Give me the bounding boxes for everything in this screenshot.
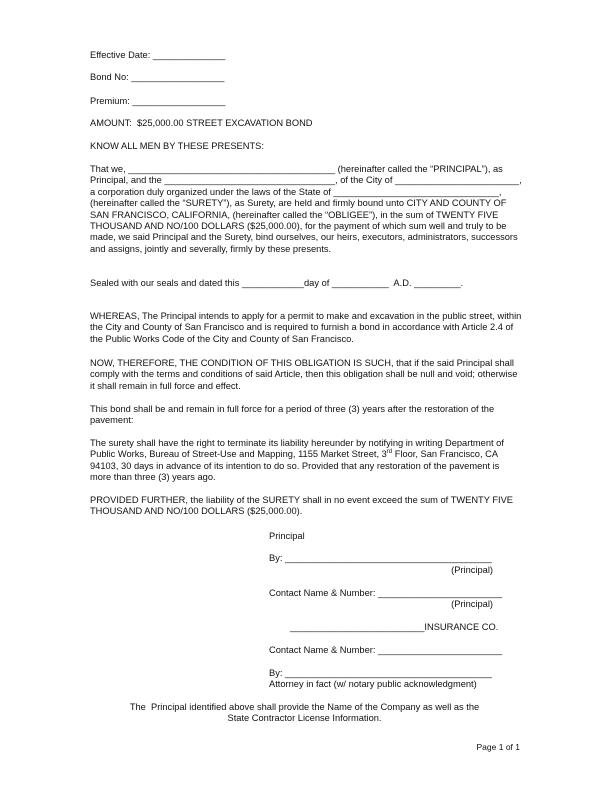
footer-note-line-2: State Contractor License Information. (227, 713, 382, 723)
termination-text-1: The surety shall have the right to terminate its liability hereunder by notifying in writing Department of Public Works, Bureau of Street-Use and Mapping, 1155 Market Street, 3 (90, 438, 504, 460)
duration-paragraph: This bond shall be and remain in full force for a period of three (3) years after the restoration of the pavement: (90, 404, 495, 426)
amount-heading: AMOUNT: $25,000.00 STREET EXCAVATION BOND (90, 118, 313, 128)
principal-contact-line: Contact Name & Number: ________________________ (269, 588, 503, 598)
surety-contact-line: Contact Name & Number: ________________________ (269, 645, 503, 655)
know-all-heading: KNOW ALL MEN BY THESE PRESENTS: (90, 141, 264, 151)
page-number: Page 1 of 1 (476, 742, 520, 752)
whereas-paragraph: WHEREAS, The Principal intends to apply for a permit to make and excavation in the public street, within the City and County of San Francisco and is required to furnish a bond in accordance with Article 2.4 of the Public Works Code of the City and County of San Francisco. (90, 311, 522, 344)
liability-paragraph: PROVIDED FURTHER, the liability of the SURETY shall in no event exceed the sum of TWENTY FIVE THOUSAND AND NO/100 DOLLARS ($25,000.00). (90, 495, 513, 517)
footer-note-line-1: The Principal identified above shall provide the Name of the Company as well as the (129, 702, 480, 712)
ordinal-suffix: rd (386, 449, 393, 456)
principal-contact-caption: (Principal) (451, 599, 493, 609)
premium-field: Premium: __________________ (90, 96, 226, 106)
attorney-caption: Attorney in fact (w/ notary public acknowledgment) (269, 679, 477, 689)
principal-heading: Principal (269, 531, 305, 541)
principal-caption: (Principal) (451, 565, 493, 575)
condition-paragraph: NOW, THEREFORE, THE CONDITION OF THIS OBLIGATION IS SUCH, that if the said Principal shall comply with the terms and conditions of said Article, then this obligation shall be null and void; otherwise it shall remain in full force and effect. (90, 358, 518, 391)
bond-number-field: Bond No: __________________ (90, 72, 225, 82)
termination-text-2: Floor, San Francisco, CA 94103, 30 days in advance of its intention to do so. Provided that any restoration of the pavement is more than three (3) years ago. (90, 449, 500, 483)
parties-paragraph: That we, ________________________________________ (hereinafter called the “PRINCIPAL”), as Principal, and the _________________________________, of the City of ________________________, a corporation duly organized under the laws of the State of ________________________________, (hereinafter called the “SURETY”), as Surety, are held and firmly bound unto CITY AND COUNTY OF SAN FRANCISCO, CALIFORNIA, (hereinafter called the “OBLIGEE”), in the sum of TWENTY FIVE THOUSAND AND NO/100 DOLLARS ($25,000.00), for the payment of which sum well and truly to be made, we said Principal and the Surety, bind ourselves, our heirs, executors, administrators, successors and assigns, jointly and severally, firmly by these presents. (90, 164, 522, 254)
principal-signature-line: By: ________________________________________ (269, 553, 492, 563)
attorney-signature-line: By: ________________________________________ (269, 668, 492, 678)
termination-paragraph (90, 438, 522, 484)
effective-date-field: Effective Date: ______________ (90, 50, 226, 60)
insurance-company-line: __________________________INSURANCE CO. (290, 622, 499, 632)
sealed-line: Sealed with our seals and dated this ____________day of ___________ A.D. _________. (90, 278, 464, 288)
